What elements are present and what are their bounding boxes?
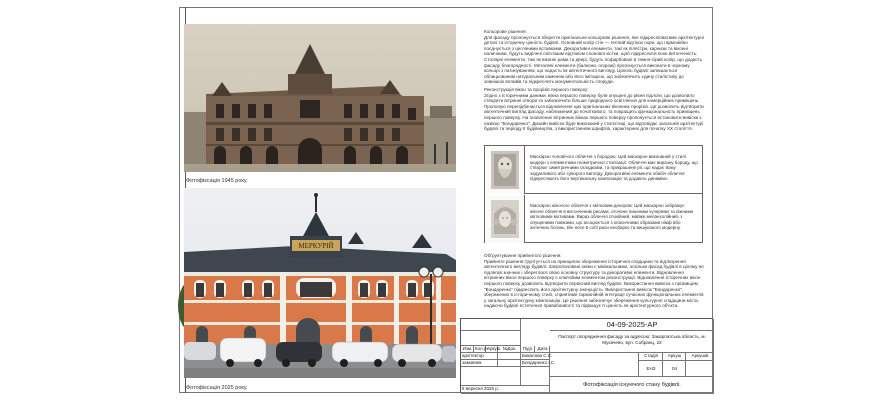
- stage-value: ЕНЗ: [639, 361, 663, 377]
- project-code: 04-09-2025-АР: [550, 319, 714, 331]
- mascaron-text: Маскарон чоловічого обличчя з бородою: Цей маскарон виконаний у стилі модерн з елементами геометричної стилізації. Обличчя має виразну бороду, що створює симетричними складками, та прикрашене ріг, що надає йому задумливого або суворого вигляду. Декоративні елементи обабіч обличчя підкреслюють його вертикальну композицію та додають динаміки.: [530, 154, 698, 181]
- stamp-empty: [521, 367, 550, 386]
- color-solution-section: [484, 29, 704, 85]
- sheet-value: 04: [663, 361, 686, 377]
- stage-label: Стадія: [639, 353, 663, 361]
- sheets-label: Аркушів: [686, 353, 714, 361]
- justification-section: [484, 253, 704, 309]
- reconstruction-body: Згідно з історичними даними, вікна першого поверху були опущені до рівня підлоги, що дозволило створити вітринні отвори та забезпечити більше природного освітлення для комерційних приміщень. Пропоную перепідбачається відновлення цих оригінальних віконних прорізів. Це дозволить відтворити автентичний вигляд фасаду, наближений до початкового, та покращить функціональність приміщень першого поверху. На оновлених вітринних вікнах першого поверху пропонується встановити вивіски з назвою "Бондаренко". Дизайн вивісок буде виконаний у стилістиці, що відповідає загальній архітектурі будівлі та періоду її будівництва, з використанням шрифтів, характерних для початку XX століття.: [484, 92, 704, 132]
- sign-text: МЕРКУРІЙ: [298, 242, 334, 250]
- stamp-person: Бакалова С.С.: [522, 353, 553, 358]
- stamp-role: архітектор: [461, 353, 498, 360]
- photo-1945-caption: Фотофіксація 1945 року.: [186, 178, 248, 184]
- color-solution-body: Для фасаду пропонується зберегти оригінальне кольорове рішення, яке підкреслюватиме архітектурні деталі та історичну цінність будівлі. Основний колір стін — теплий відтінок охри, що гармонійно поєднується з цегляними вставками. Декоративні елементи, такі як пілястри, карнизи та віконні наличники, будуть виділені світлішим відтінком слонової кістки, щоб підкреслити їхню витонченість. Столярні елементи, такі як віконні рами та двері, будуть пофарбовані в темно-сірий колір, що додасть фасаду благородності. Металеві елементи (балкони, огорожі) пропонується виконати в чорному кольорі з патинуванням, що надасть їм автентичного вигляду. Цоколь будівлі залишається облицьованим натуральним каменем або його імітацією, що забезпечить єдину стилістику до зовнішніх впливів та підкреслить монументальність споруди.: [484, 34, 704, 85]
- photo-2025: [184, 188, 456, 378]
- color-solution-heading: Кольорове рішення:: [484, 29, 527, 34]
- project-description: Паспорт опорядження фасаду за адресою: Закарпатська область, м. Мукачево, вул. Собранц, 22: [550, 331, 714, 353]
- mascarons-table: [484, 145, 703, 243]
- reconstruction-heading: Реконструкція вікон та прорізів першого поверху:: [484, 87, 589, 92]
- stamp-header-cell: Аркуш: [487, 346, 501, 351]
- stamp-empty: [461, 367, 521, 386]
- stamp-person: Бондаренко І.С.: [522, 360, 556, 365]
- stamp-header-cell: №Док.: [498, 346, 521, 353]
- stamp-header-cell: Изм.: [462, 346, 473, 351]
- mascaron-text: Маскарон жіночого обличчя з квітковим декором: Цей маскарон зображує жіноче обличчя в витонченим рисами, оточене пишними кучерями та ніжними квітковими мотивами. Вираз обличчя спокійний, майже меланхолійний, з опущеними повіками, що асоціюється з класичними образами німф або античних богинь. Він несе в собі риси необарко та вишуканого модерну.: [530, 203, 694, 230]
- mascaron-row: [485, 146, 702, 194]
- stamp-empty: [461, 319, 521, 331]
- mascaron-row: [485, 195, 702, 243]
- stamp-role: замовник: [461, 360, 498, 367]
- sheets-value: [686, 361, 714, 377]
- stamp-empty: [498, 360, 521, 367]
- stamp-empty: [550, 353, 639, 377]
- sheet-title: Фотофіксація існуючого стану будівлі.: [550, 377, 714, 394]
- title-block: [460, 318, 713, 393]
- stamp-date: 8 вересня 2025 р.: [461, 386, 550, 394]
- justification-body: Прийняте рішення ґрунтується на принципах збереження історичної спадщини та відтворення автентичного вигляду будівлі. Запропоновані зміни є мінімальними, оскільки фасад будівлі в цілому не підлягав значних і збереглася свою основну структуру та декоративні елементи. Відновлення вітринних вікон першого поверху є ключовим елементом реконструкції. Відновлення історичних вікон першого поверху дозволить відтворити первісний вигляд будівлі. Використання вивісок з прізвищем "Бондаренко" підкреслить його архітектурну значущість. Використання вивісок "Бондаренко", збережених в історичному стилі, сприятиме гармонійній інтеграції сучасних функціональних елементів у загальну архітектурну композицію. Це рішення забезпечує збереження культурної спадщини міста, надаючи будівлі естетичної привабливості та підвищує її цінність як архітектурного об'єкта.: [484, 258, 704, 309]
- photo-2025-caption: Фотофіксація 2025 року.: [186, 385, 248, 391]
- justification-heading: Обґрунтування прийнятого рішення:: [484, 253, 562, 258]
- mascaron-image-female: [485, 195, 525, 243]
- sheet-label: Аркуш: [663, 353, 686, 361]
- stamp-empty: [461, 331, 521, 346]
- mascaron-image-male: [485, 146, 525, 194]
- stamp-header-cell: Підп.: [522, 346, 534, 351]
- stamp-header-cell: Кол.уч: [475, 346, 489, 351]
- photo-1945: [184, 24, 456, 172]
- stamp-empty: [498, 353, 521, 360]
- stamp-header-cell: Дата: [535, 346, 550, 353]
- reconstruction-section: [484, 87, 704, 132]
